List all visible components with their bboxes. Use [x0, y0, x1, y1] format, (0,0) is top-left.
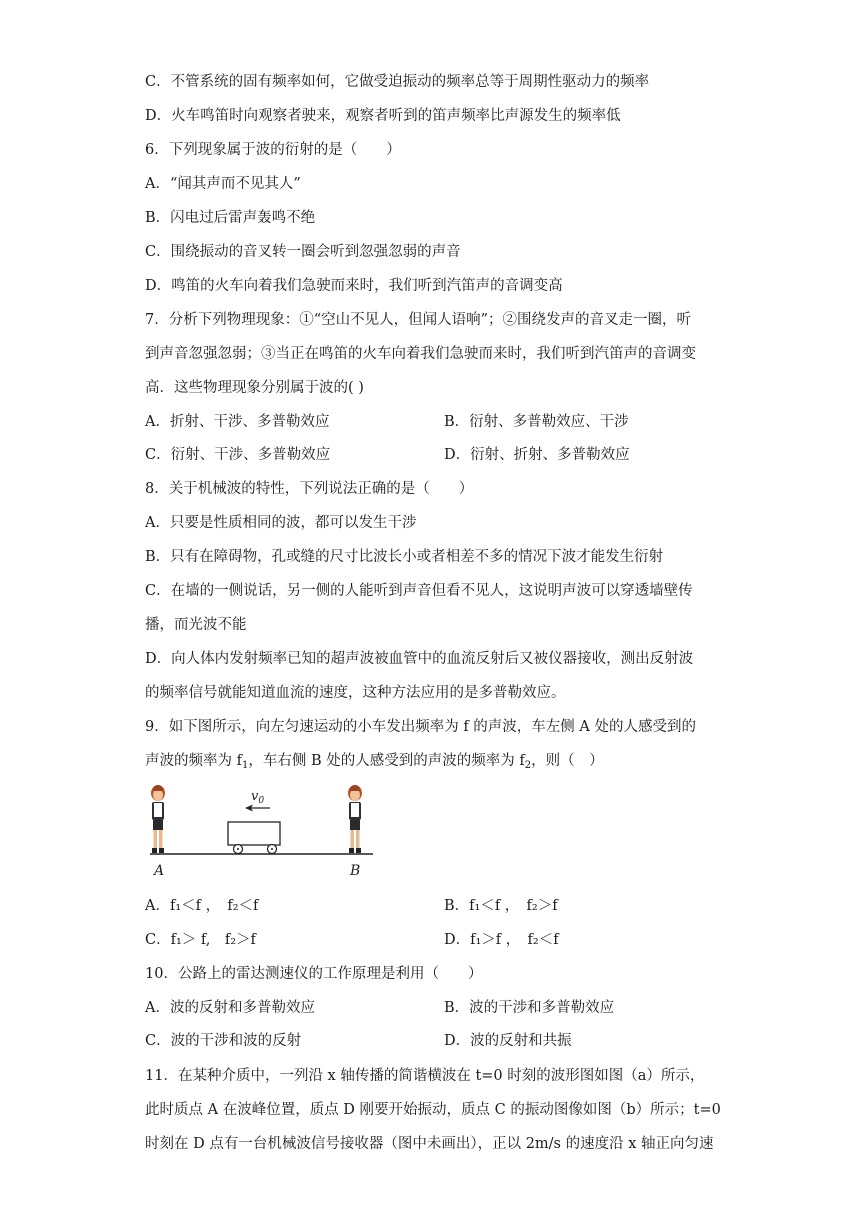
q9-sub-1: 1: [241, 760, 249, 771]
velocity-label: $v_0$: [251, 789, 265, 806]
cart-figure: [228, 822, 280, 854]
q8-option-a: A．只要是性质相同的波，都可以发生干涉: [145, 515, 417, 531]
person-a-figure: [151, 785, 165, 853]
label-b: B: [350, 863, 361, 879]
q8-option-c-line2: 播，而光波不能: [145, 617, 247, 633]
q10-option-d: D．波的反射和共振: [444, 1033, 572, 1049]
q6-option-b: B．闪电过后雷声轰鸣不绝: [145, 210, 316, 226]
q9-stem-part-b: ，车右侧 B 处的人感受到的声波的频率为 f: [248, 753, 525, 769]
q9-option-a: A．f₁＜f ， f₂＜f: [145, 898, 259, 914]
q11-line3: 时刻在 D 点有一台机械波信号接收器（图中未画出），正以 2m/s 的速度沿 x 轴正向匀速: [145, 1136, 714, 1152]
q8-stem: 8．关于机械波的特性，下列说法正确的是（ ）: [145, 481, 474, 497]
q8-option-d-line1: D．向人体内发射频率已知的超声波被血管中的血流反射后又被仪器接收，测出反射波: [145, 651, 694, 667]
q9-option-d: D．f₁＞f ， f₂＜f: [444, 932, 559, 948]
q11-line2: 此时质点 A 在波峰位置，质点 D 刚要开始振动，质点 C 的振动图像如图（b）所示；t=0: [145, 1102, 721, 1118]
q7-option-c: C．衍射、干涉、多普勒效应: [145, 447, 331, 463]
q5-option-c: C．不管系统的固有频率如何，它做受迫振动的频率总等于周期性驱动力的频率: [145, 74, 650, 90]
q6-option-a: A．“闻其声而不见其人”: [145, 176, 301, 192]
q8-option-b: B．只有在障碍物，孔或缝的尺寸比波长小或者相差不多的情况下波才能发生衍射: [145, 549, 664, 565]
q10-option-b: B．波的干涉和多普勒效应: [444, 1000, 615, 1016]
q8-option-c-line1: C．在墙的一侧说话，另一侧的人能听到声音但看不见人，这说明声波可以穿透墙壁传: [145, 583, 693, 599]
q6-stem: 6．下列现象属于波的衍射的是（ ）: [145, 142, 401, 158]
q7-option-b: B．衍射、多普勒效应、干涉: [444, 414, 629, 430]
person-b-figure: [348, 785, 362, 853]
q9-figure: [145, 782, 385, 882]
q7-option-d: D．衍射、折射、多普勒效应: [444, 447, 630, 463]
q10-stem: 10．公路上的雷达测速仪的工作原理是利用（ ）: [145, 966, 483, 982]
q9-option-c: C．f₁＞ f, f₂＞f: [145, 932, 256, 948]
q7-option-a: A．折射、干涉、多普勒效应: [145, 414, 330, 430]
q8-option-d-line2: 的频率信号就能知道血流的速度，这种方法应用的是多普勒效应。: [145, 685, 566, 701]
label-a: A: [154, 863, 165, 879]
q7-stem-line2: 到声音忽强忽弱；③当正在鸣笛的火车向着我们急驶而来时，我们听到汽笛声的音调变: [145, 346, 696, 362]
q7-stem-line1: 7．分析下列物理现象：①“空山不见人，但闻人语响”；②围绕发声的音叉走一圈，听: [145, 312, 692, 328]
q9-stem-part-c: ，则（ ）: [531, 753, 604, 769]
q6-option-c: C．围绕振动的音叉转一圈会听到忽强忽弱的声音: [145, 244, 461, 260]
q6-option-d: D．鸣笛的火车向着我们急驶而来时，我们听到汽笛声的音调变高: [145, 278, 563, 294]
q5-option-d: D．火车鸣笛时向观察者驶来，观察者听到的笛声频率比声源发生的频率低: [145, 108, 621, 124]
q9-sub-2: 2: [524, 760, 532, 771]
q7-stem-line3: 高．这些物理现象分别属于波的( ): [145, 380, 364, 396]
q11-line1: 11．在某种介质中，一列沿 x 轴传播的简谐横波在 t=0 时刻的波形图如图（a）所示，: [145, 1068, 705, 1084]
q9-option-b: B．f₁＜f ， f₂＞f: [444, 898, 558, 914]
q9-stem-line2: [145, 751, 604, 776]
q10-option-a: A．波的反射和多普勒效应: [145, 1000, 315, 1016]
q9-stem-line1: 9．如下图所示，向左匀速运动的小车发出频率为 f 的声波，车左侧 A 处的人感受到的: [145, 719, 696, 735]
q9-stem-part-a: 声波的频率为 f: [145, 753, 242, 769]
q10-option-c: C．波的干涉和波的反射: [145, 1033, 302, 1049]
